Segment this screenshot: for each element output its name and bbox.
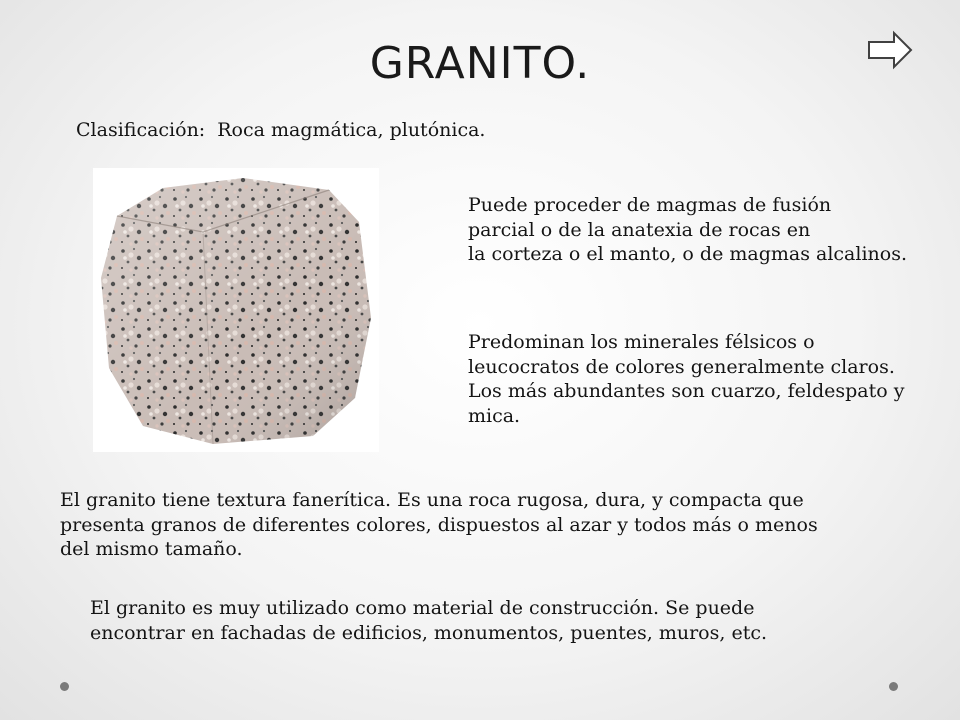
- right-arrow-icon[interactable]: [866, 30, 914, 70]
- text-line: del mismo tamaño.: [60, 538, 243, 561]
- text-line: Predominan los minerales félsicos o: [468, 331, 815, 353]
- minerals-paragraph: [468, 330, 904, 429]
- text-line: leucocratos de colores generalmente claros.: [468, 355, 895, 378]
- text-line: mica.: [468, 405, 521, 428]
- text-line: presenta granos de diferentes colores, dispuestos al azar y todos más o menos: [60, 513, 818, 536]
- uses-paragraph: [90, 596, 767, 645]
- text-line: encontrar en fachadas de edificios, monumentos, puentes, muros, etc.: [90, 621, 768, 644]
- text-line: la corteza o el manto, o de magmas alcalinos.: [468, 243, 907, 266]
- text-line: Los más abundantes son cuarzo, feldespato y: [468, 380, 905, 403]
- classification-label: Clasificación:: [76, 119, 206, 141]
- origin-paragraph: [468, 193, 907, 267]
- text-line: parcial o de la anatexia de rocas en: [468, 218, 811, 241]
- decorative-dot-left: [60, 682, 69, 691]
- granite-rock-photo: [93, 168, 379, 452]
- text-line: El granito tiene textura fanerítica. Es una roca rugosa, dura, y compacta que: [60, 489, 804, 511]
- slide-title: GRANITO.: [369, 38, 591, 89]
- text-line: Puede proceder de magmas de fusión: [468, 194, 832, 216]
- texture-paragraph: [60, 488, 818, 562]
- classification-line: [76, 118, 485, 143]
- decorative-dot-right: [889, 682, 898, 691]
- text-line: El granito es muy utilizado como material de construcción. Se puede: [90, 597, 755, 619]
- classification-value: Roca magmática, plutónica.: [217, 119, 486, 141]
